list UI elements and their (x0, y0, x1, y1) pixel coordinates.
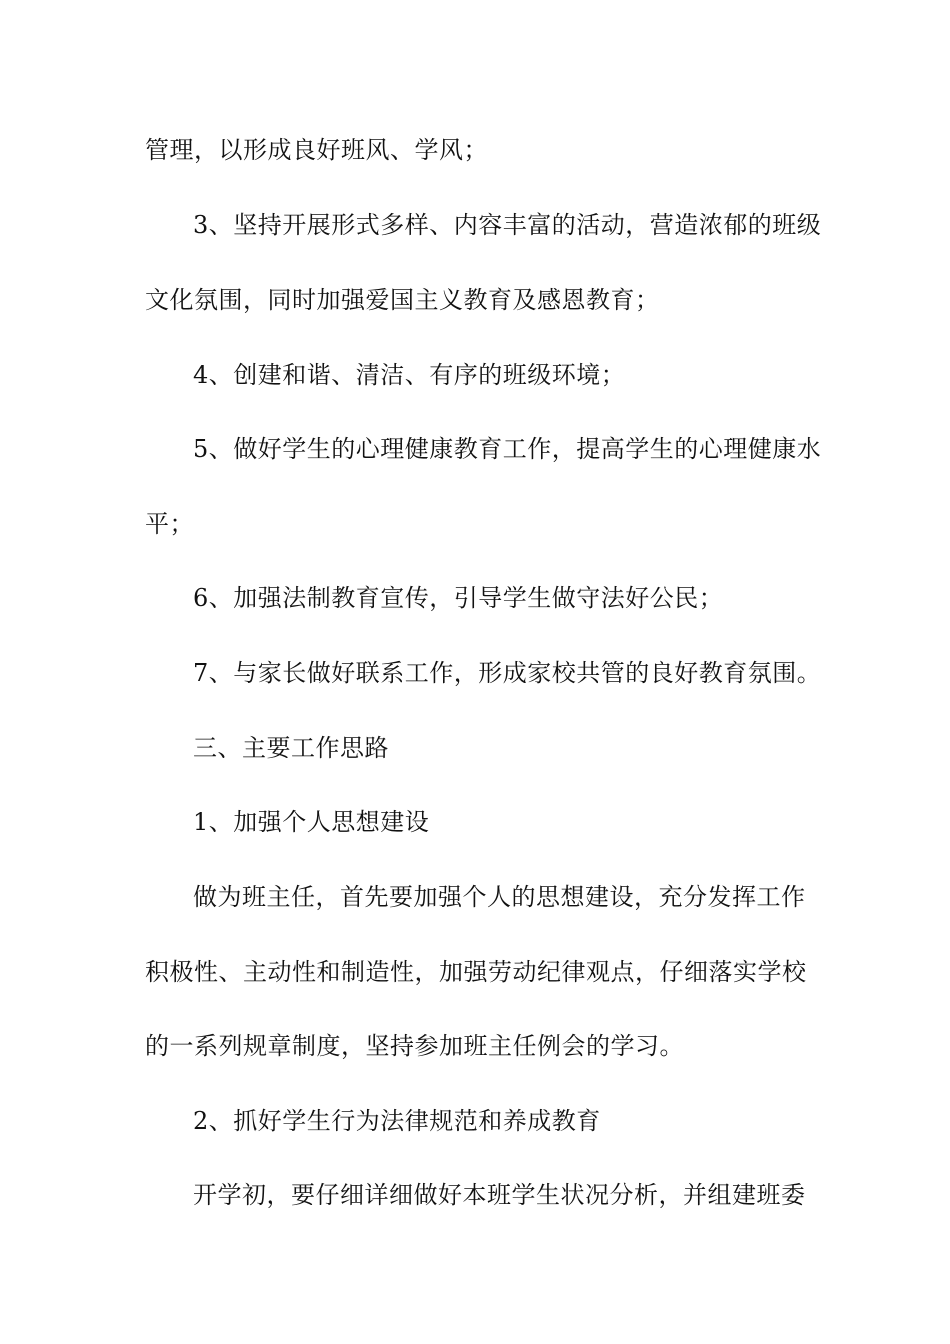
text-line: 平； (145, 510, 194, 538)
subsection-heading: 2、抓好学生行为法律规范和养成教育 (193, 1107, 601, 1135)
text-line: 管理，以形成良好班风、学风； (145, 136, 488, 164)
text-line: 4、创建和谐、清洁、有序的班级环境； (193, 361, 626, 389)
subsection-heading: 1、加强个人思想建设 (193, 808, 430, 836)
text-line: 做为班主任，首先要加强个人的思想建设，充分发挥工作 (193, 883, 806, 911)
text-line: 6、加强法制教育宣传，引导学生做守法好公民； (193, 584, 724, 612)
text-line: 3、坚持开展形式多样、内容丰富的活动，营造浓郁的班级 (193, 211, 822, 239)
text-line: 文化氛围，同时加强爱国主义教育及感恩教育； (145, 286, 660, 314)
text-line: 开学初，要仔细详细做好本班学生状况分析，并组建班委 (193, 1181, 806, 1209)
text-line: 的一系列规章制度，坚持参加班主任例会的学习。 (145, 1032, 684, 1060)
text-line: 7、与家长做好联系工作，形成家校共管的良好教育氛围。 (193, 659, 822, 687)
section-heading: 三、主要工作思路 (193, 734, 389, 762)
text-line: 积极性、主动性和制造性，加强劳动纪律观点，仔细落实学校 (145, 958, 807, 986)
text-line: 5、做好学生的心理健康教育工作，提高学生的心理健康水 (193, 435, 822, 463)
